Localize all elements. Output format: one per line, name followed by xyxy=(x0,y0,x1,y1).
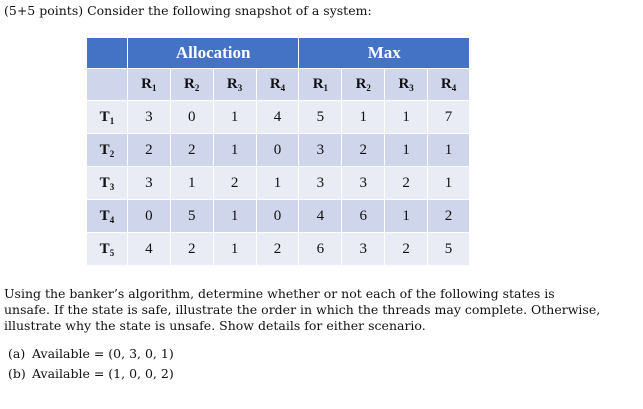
alloc-cell: 2 xyxy=(256,233,299,266)
allocation-header: Allocation xyxy=(127,38,299,69)
max-resource-header: $R_3$ xyxy=(385,69,428,101)
max-cell: 1 xyxy=(342,101,385,134)
part-label: (b) xyxy=(8,366,26,381)
table-row xyxy=(87,134,470,167)
resource-header-row xyxy=(87,69,470,101)
alloc-cell: 0 xyxy=(256,134,299,167)
max-cell: 2 xyxy=(342,134,385,167)
table-row xyxy=(87,101,470,134)
max-header: Max xyxy=(299,38,470,69)
alloc-resource-header: $R_3$ xyxy=(213,69,256,101)
alloc-cell: 0 xyxy=(256,200,299,233)
alloc-cell: 3 xyxy=(127,101,170,134)
alloc-cell: 2 xyxy=(170,134,213,167)
thread-label: $T_5$ xyxy=(87,233,128,266)
max-cell: 2 xyxy=(428,200,470,233)
group-header-row xyxy=(87,38,470,69)
part-label: (a) xyxy=(8,346,26,361)
part-text: Available = (0, 3, 0, 1) xyxy=(32,346,174,361)
alloc-cell: 1 xyxy=(213,101,256,134)
alloc-cell: 0 xyxy=(127,200,170,233)
max-cell: 5 xyxy=(299,101,342,134)
alloc-resource-header: $R_1$ xyxy=(127,69,170,101)
max-cell: 2 xyxy=(385,233,428,266)
alloc-cell: 2 xyxy=(213,167,256,200)
max-cell: 3 xyxy=(342,167,385,200)
max-cell: 3 xyxy=(342,233,385,266)
max-resource-header: $R_2$ xyxy=(342,69,385,101)
corner-cell xyxy=(87,69,128,101)
alloc-cell: 1 xyxy=(213,200,256,233)
alloc-cell: 1 xyxy=(256,167,299,200)
max-resource-header: $R_4$ xyxy=(428,69,470,101)
thread-label: $T_4$ xyxy=(87,200,128,233)
max-cell: 6 xyxy=(299,233,342,266)
alloc-resource-header: $R_4$ xyxy=(256,69,299,101)
alloc-cell: 0 xyxy=(170,101,213,134)
alloc-cell: 1 xyxy=(170,167,213,200)
max-cell: 3 xyxy=(299,167,342,200)
alloc-cell: 1 xyxy=(213,134,256,167)
table-row xyxy=(87,167,470,200)
snapshot-table xyxy=(86,37,470,266)
alloc-cell: 3 xyxy=(127,167,170,200)
alloc-cell: 4 xyxy=(256,101,299,134)
alloc-cell: 2 xyxy=(170,233,213,266)
table-row xyxy=(87,200,470,233)
max-cell: 7 xyxy=(428,101,470,134)
max-cell: 1 xyxy=(385,200,428,233)
max-cell: 1 xyxy=(428,134,470,167)
max-cell: 4 xyxy=(299,200,342,233)
max-cell: 3 xyxy=(299,134,342,167)
question-paragraph: Using the banker’s algorithm, determine whether or not each of the following states is unsafe. If the state is safe, illustrate the order in which the threads may complete. Otherwise, illustrate why the state is unsafe. Show details for either scenario. xyxy=(4,286,601,333)
alloc-resource-header: $R_2$ xyxy=(170,69,213,101)
alloc-cell: 4 xyxy=(127,233,170,266)
part-b xyxy=(8,364,174,384)
max-cell: 2 xyxy=(385,167,428,200)
part-a xyxy=(8,344,174,364)
table-row xyxy=(87,233,470,266)
max-cell: 6 xyxy=(342,200,385,233)
thread-label: $T_2$ xyxy=(87,134,128,167)
corner-cell xyxy=(87,38,128,69)
thread-label: $T_3$ xyxy=(87,167,128,200)
max-cell: 5 xyxy=(428,233,470,266)
alloc-cell: 1 xyxy=(213,233,256,266)
max-cell: 1 xyxy=(385,101,428,134)
max-cell: 1 xyxy=(385,134,428,167)
question-parts xyxy=(8,344,174,384)
max-cell: 1 xyxy=(428,167,470,200)
part-text: Available = (1, 0, 0, 2) xyxy=(32,366,174,381)
alloc-cell: 5 xyxy=(170,200,213,233)
alloc-cell: 2 xyxy=(127,134,170,167)
problem-intro: (5+5 points) Consider the following snapshot of a system: xyxy=(4,3,372,18)
thread-label: $T_1$ xyxy=(87,101,128,134)
max-resource-header: $R_1$ xyxy=(299,69,342,101)
